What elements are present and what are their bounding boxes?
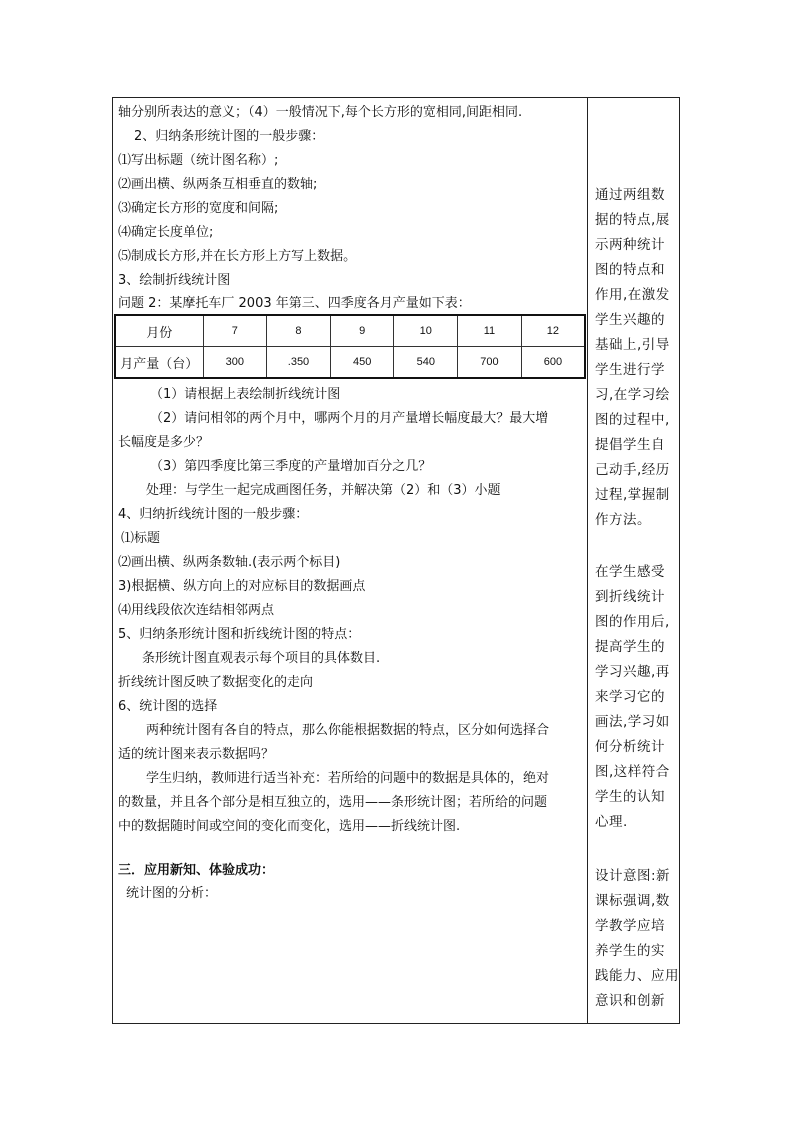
side-note-line: 据的特点,展 — [595, 212, 670, 228]
step-item: ⑵画出横、纵两条互相垂直的数轴; — [118, 177, 318, 192]
table-cell: 8 — [267, 315, 331, 347]
table-cell: 9 — [330, 315, 394, 347]
text-line: 折线统计图反映了数据变化的走向 — [118, 675, 314, 690]
side-note-line: 过程,掌握制 — [595, 487, 670, 503]
side-note-line: 图的过程中, — [595, 412, 670, 428]
side-note-line: 课标强调,数 — [595, 893, 670, 909]
paragraph-line: 适的统计图来表示数据吗？ — [118, 747, 275, 762]
part-three-heading: 三．应用新知、体验成功： — [118, 863, 275, 878]
side-note-line: 在学生感受 — [595, 564, 665, 580]
processing-note: 处理：与学生一起完成画图任务，并解决第（2）和（3）小题 — [146, 483, 501, 498]
side-note-line: 来学习它的 — [595, 689, 665, 705]
table-cell: 540 — [394, 347, 458, 379]
step-item: ⑶确定长方形的宽度和间隔; — [118, 201, 279, 216]
side-note-line: 设计意图:新 — [595, 868, 671, 884]
side-note-line: 到折线统计 — [595, 589, 665, 605]
side-note-line: 通过两组数 — [595, 187, 665, 203]
question-item-cont: 长幅度是多少？ — [118, 435, 210, 450]
table-cell: .350 — [267, 347, 331, 379]
paragraph-line: 两种统计图有各自的特点，那么你能根据数据的特点，区分如何选择合 — [146, 723, 550, 738]
table-cell: 600 — [521, 347, 585, 379]
side-note-line: 作用,在激发 — [595, 287, 670, 303]
side-note-line: 学生的认知 — [595, 789, 665, 805]
table-cell: 450 — [330, 347, 394, 379]
table-cell: 700 — [458, 347, 522, 379]
step-item: ⑷用线段依次连结相邻两点 — [118, 603, 275, 618]
text-line: 条形统计图直观表示每个项目的具体数目. — [142, 651, 381, 666]
side-note-line: 习,在学习绘 — [595, 387, 670, 403]
side-note-3 — [595, 864, 679, 1014]
side-note-line: 提倡学生自 — [595, 437, 665, 453]
table-row — [115, 315, 585, 347]
side-note-1 — [595, 183, 675, 533]
table-cell: 12 — [521, 315, 585, 347]
side-note-line: 学教学应培 — [595, 918, 665, 934]
section-heading: 2、归纳条形统计图的一般步骤： — [134, 129, 325, 144]
question-item: （3）第四季度比第三季度的产量增加百分之几？ — [150, 459, 432, 474]
side-note-line: 己动手,经历 — [595, 462, 670, 478]
side-note-line: 图的特点和 — [595, 262, 665, 278]
step-item: ⑸制成长方形,并在长方形上方写上数据。 — [118, 249, 357, 264]
table-cell: 300 — [203, 347, 267, 379]
side-note-line: 养学生的实 — [595, 943, 665, 959]
problem-statement: 问题 2：某摩托车厂 2003 年第三、四季度各月产量如下表： — [118, 296, 471, 311]
column-divider — [587, 97, 588, 1024]
step-item: ⑷确定长度单位; — [118, 225, 214, 240]
paragraph-line: 学生归纳，教师进行适当补充：若所给的问题中的数据是具体的，绝对 — [146, 771, 550, 786]
text-line: 轴分别所表达的意义；（4）一般情况下,每个长方形的宽相同,间距相同. — [118, 105, 523, 120]
side-note-line: 心理. — [595, 814, 628, 830]
production-table — [114, 314, 586, 379]
side-note-line: 示两种统计 — [595, 237, 665, 253]
step-item: ⑵画出横、纵两条数轴.(表示两个标目) — [118, 555, 341, 570]
step-item: ⑴标题 — [121, 531, 161, 546]
side-note-line: 图,这样符合 — [595, 764, 670, 780]
table-header-cell: 月份 — [115, 315, 203, 347]
side-note-line: 提高学生的 — [595, 639, 665, 655]
section-heading: 4、归纳折线统计图的一般步骤： — [118, 507, 309, 522]
side-note-line: 学生兴趣的 — [595, 312, 665, 328]
section-heading: 3、绘制折线统计图 — [118, 273, 231, 288]
table-header-cell: 月产量（台） — [115, 347, 203, 379]
question-item: （2）请问相邻的两个月中，哪两个月的月产量增长幅度最大？最大增 — [150, 411, 549, 426]
side-note-line: 图的作用后, — [595, 614, 670, 630]
table-cell: 7 — [203, 315, 267, 347]
step-item: 3)根据横、纵方向上的对应标目的数据画点 — [118, 579, 366, 594]
side-note-line: 意识和创新 — [595, 993, 665, 1009]
step-item: ⑴写出标题（统计图名称）; — [118, 153, 279, 168]
side-note-line: 何分析统计 — [595, 739, 665, 755]
table-row — [115, 347, 585, 379]
paragraph-line: 的数量，并且各个部分是相互独立的，选用——条形统计图；若所给的问题 — [118, 795, 548, 810]
question-item: （1）请根据上表绘制折线统计图 — [150, 387, 341, 402]
table-cell: 11 — [458, 315, 522, 347]
side-note-line: 学习兴趣,再 — [595, 664, 670, 680]
table-cell: 10 — [394, 315, 458, 347]
side-note-line: 作方法。 — [595, 512, 651, 528]
side-note-line: 画法,学习如 — [595, 714, 670, 730]
paragraph-line: 中的数据随时间或空间的变化而变化，选用——折线统计图. — [118, 819, 461, 834]
side-note-2 — [595, 560, 675, 835]
side-note-line: 学生进行学 — [595, 362, 665, 378]
text-line: 统计图的分析： — [126, 886, 218, 901]
section-heading: 6、统计图的选择 — [118, 699, 218, 714]
section-heading: 5、归纳条形统计图和折线统计图的特点： — [118, 627, 361, 642]
side-note-line: 践能力、应用 — [595, 968, 679, 984]
side-note-line: 基础上,引导 — [595, 337, 670, 353]
